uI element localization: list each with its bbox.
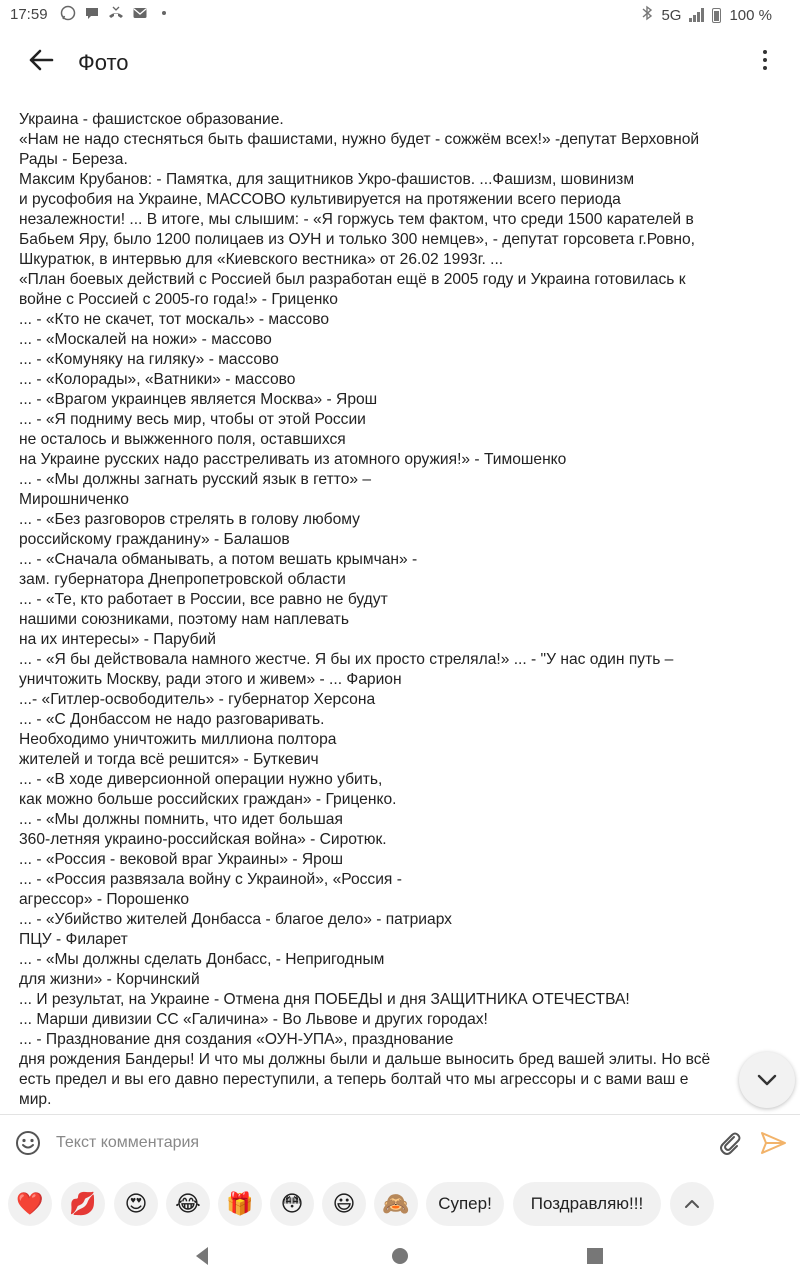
post-text-line: ... - «Кто не скачет, тот москаль» - массово	[19, 311, 330, 328]
post-text-line: ... - «Я подниму весь мир, чтобы от этой России	[19, 411, 366, 428]
post-text-line: ... - «Мы должны загнать русский язык в гетто» –	[19, 471, 372, 488]
circle-home-icon	[388, 1244, 412, 1268]
post-text-line: ... - «Убийство жителей Донбасса - благое дело» - патриарх	[19, 911, 452, 928]
post-text-line: не осталось и выжженного поля, оставшихся	[19, 431, 346, 448]
post-text-line: нашими союзниками, поэтому нам наплевать	[19, 611, 349, 628]
post-text-line: Рады - Береза.	[19, 151, 128, 168]
whatsapp-icon	[60, 5, 76, 21]
missed-call-icon	[108, 5, 124, 21]
smiley-icon	[14, 1129, 42, 1157]
post-text-line: ... - «Мы должны помнить, что идет большая	[19, 811, 343, 828]
kebab-dot-icon	[763, 66, 767, 70]
paperclip-icon	[716, 1129, 744, 1157]
reaction-super-button[interactable]: Супер!	[426, 1182, 504, 1226]
reaction-congrats-button[interactable]: Поздравляю!!!	[513, 1182, 661, 1226]
network-type: 5G	[661, 6, 682, 24]
post-text-line: агрессор» - Порошенко	[19, 891, 190, 908]
post-text-line: ... - «Сначала обманывать, а потом вешать крымчан» -	[19, 551, 418, 568]
app-header	[0, 30, 800, 94]
square-recents-icon	[583, 1244, 607, 1268]
post-text-line: Шкуратюк, в интервью для «Киевского вестника» от 26.02 1993г. ...	[19, 251, 504, 268]
post-text-line: ... - «В ходе диверсионной операции нужно убить,	[19, 771, 383, 788]
post-text-line: Украина - фашистское образование.	[19, 111, 284, 128]
reaction-laugh[interactable]: 😂	[166, 1182, 210, 1226]
post-text-line: ... - «Москалей на ножи» - массово	[19, 331, 272, 348]
post-text-line: ... Марши дивизии СС «Галичина» - Во Львове и других городах!	[19, 1011, 488, 1028]
post-text-line: Мирошниченко	[19, 491, 129, 508]
post-text-line: ... - «Россия - вековой враг Украины» - Ярош	[19, 851, 343, 868]
chevron-down-icon	[755, 1068, 779, 1092]
chevron-up-icon	[682, 1194, 702, 1214]
reaction-kiss[interactable]: 💋	[61, 1182, 105, 1226]
signal-icon	[689, 8, 704, 22]
comment-bar	[0, 1115, 800, 1171]
reaction-flushed[interactable]: 😳	[270, 1182, 314, 1226]
system-status	[641, 5, 772, 25]
attach-button[interactable]	[716, 1129, 744, 1157]
arrow-left-icon	[22, 40, 62, 80]
scroll-down-button[interactable]	[739, 1052, 795, 1108]
mail-icon	[132, 5, 148, 21]
reaction-see-no-evil[interactable]: 🙈	[374, 1182, 418, 1226]
post-text-line: ... - «Мы должны сделать Донбасс, - Непригодным	[19, 951, 385, 968]
post-text-line: «План боевых действий с Россией был разработан ещё в 2005 году и Украина готовилась к	[19, 271, 686, 288]
nav-recents-button[interactable]	[583, 1244, 607, 1268]
post-text-line: ... - «Россия развязала войну с Украиной», «Россия -	[19, 871, 402, 888]
more-options-button[interactable]	[750, 44, 780, 76]
post-text-line: Максим Крубанов: - Памятка, для защитников Укро-фашистов. ...Фашизм, шовинизм	[19, 171, 635, 188]
reaction-gift[interactable]: 🎁	[218, 1182, 262, 1226]
post-text-line: ... - «Колорады», «Ватники» - массово	[19, 371, 296, 388]
triangle-back-icon	[190, 1244, 214, 1268]
expand-reactions-button[interactable]	[670, 1182, 714, 1226]
post-text-line: и русофобия на Украине, МАССОВО культивируется на протяжении всего периода	[19, 191, 621, 208]
post-text-line: ... - «Без разговоров стрелять в голову любому	[19, 511, 360, 528]
post-text-line: есть предел и вы его давно переступили, а теперь болтай что мы агрессоры и с вами ваш е	[19, 1071, 689, 1088]
back-button[interactable]	[22, 40, 62, 80]
reaction-smile[interactable]: 😃	[322, 1182, 366, 1226]
send-button[interactable]	[758, 1129, 788, 1157]
post-text-line: ... - «С Донбассом не надо разговаривать.	[19, 711, 325, 728]
status-time: 17:59	[10, 6, 48, 23]
post-text-line: Бабьем Яру, было 1200 полицаев из ОУН и только 300 немцев», - депутат горсовета г.Ровно,	[19, 231, 695, 248]
post-text-line: дня рождения Бандеры! И что мы должны были и дальше выносить бред вашей элиты. Но всё	[19, 1051, 711, 1068]
post-text-line: российскому гражданину» - Балашов	[19, 531, 290, 548]
post-text-line: 360-летняя украино-российская война» - Сиротюк.	[19, 831, 387, 848]
post-text-line: «Нам не надо стесняться быть фашистами, нужно будет - сожжём всех!» -депутат Верховной	[19, 131, 700, 148]
kebab-dot-icon	[763, 50, 767, 54]
post-text-line: ...- «Гитлер-освободитель» - губернатор Херсона	[19, 691, 376, 708]
post-text-line: Необходимо уничтожить миллиона полтора	[19, 731, 337, 748]
bluetooth-icon	[641, 5, 653, 25]
emoji-picker-button[interactable]	[14, 1129, 42, 1157]
post-text-line: на Украине русских надо расстреливать из атомного оружия!» - Тимошенко	[19, 451, 567, 468]
post-text-line: жителей и тогда всё решится» - Буткевич	[19, 751, 319, 768]
post-text-line: на их интересы» - Парубий	[19, 631, 217, 648]
post-text-line: для жизни» - Корчинский	[19, 971, 200, 988]
system-nav-bar	[0, 1230, 800, 1280]
post-text-line: войне с Россией с 2005-го года!» - Гриценко	[19, 291, 338, 308]
page-title: Фото	[78, 50, 129, 75]
notification-icons	[60, 5, 172, 21]
post-text-line: ... - «Те, кто работает в России, все равно не будут	[19, 591, 388, 608]
reaction-heart[interactable]: ❤️	[8, 1182, 52, 1226]
nav-home-button[interactable]	[388, 1244, 412, 1268]
nav-back-button[interactable]	[190, 1244, 214, 1268]
more-notifications-dot-icon	[156, 5, 172, 21]
post-text-line: ... - Празднование дня создания «ОУН-УПА», празднование	[19, 1031, 454, 1048]
reaction-heart-eyes[interactable]: 😍	[114, 1182, 158, 1226]
chat-icon	[84, 5, 100, 21]
post-text-line: как можно больше российских граждан» - Гриценко.	[19, 791, 397, 808]
reaction-bar	[0, 1182, 800, 1228]
kebab-dot-icon	[763, 58, 767, 62]
post-text-line: уничтожить Москву, ради этого и живем» - ... Фарион	[19, 671, 402, 688]
post-text-line: незалежности! ... В итоге, мы слышим: - «Я горжусь тем фактом, что среди 1500 карателей в	[19, 211, 694, 228]
status-bar	[0, 0, 800, 30]
post-text-line: ... - «Комуняку на гиляку» - массово	[19, 351, 279, 368]
battery-icon	[712, 8, 721, 23]
post-text-line: ... И результат, на Украине - Отмена дня ПОБЕДЫ и дня ЗАЩИТНИКА ОТЕЧЕСТВА!	[19, 991, 630, 1008]
send-icon	[758, 1129, 788, 1157]
post-text-line: ПЦУ - Филарет	[19, 931, 128, 948]
post-text-line: зам. губернатора Днепропетровской области	[19, 571, 346, 588]
post-text	[19, 110, 779, 1110]
post-text-line: ... - «Я бы действовала намного жестче. Я бы их просто стреляла!» ... - "У нас один путь –	[19, 651, 674, 668]
post-text-line: ... - «Врагом украинцев является Москва» - Ярош	[19, 391, 378, 408]
comment-input[interactable]	[56, 1129, 656, 1157]
post-text-line: мир.	[19, 1091, 52, 1108]
battery-level: 100 %	[729, 6, 772, 24]
